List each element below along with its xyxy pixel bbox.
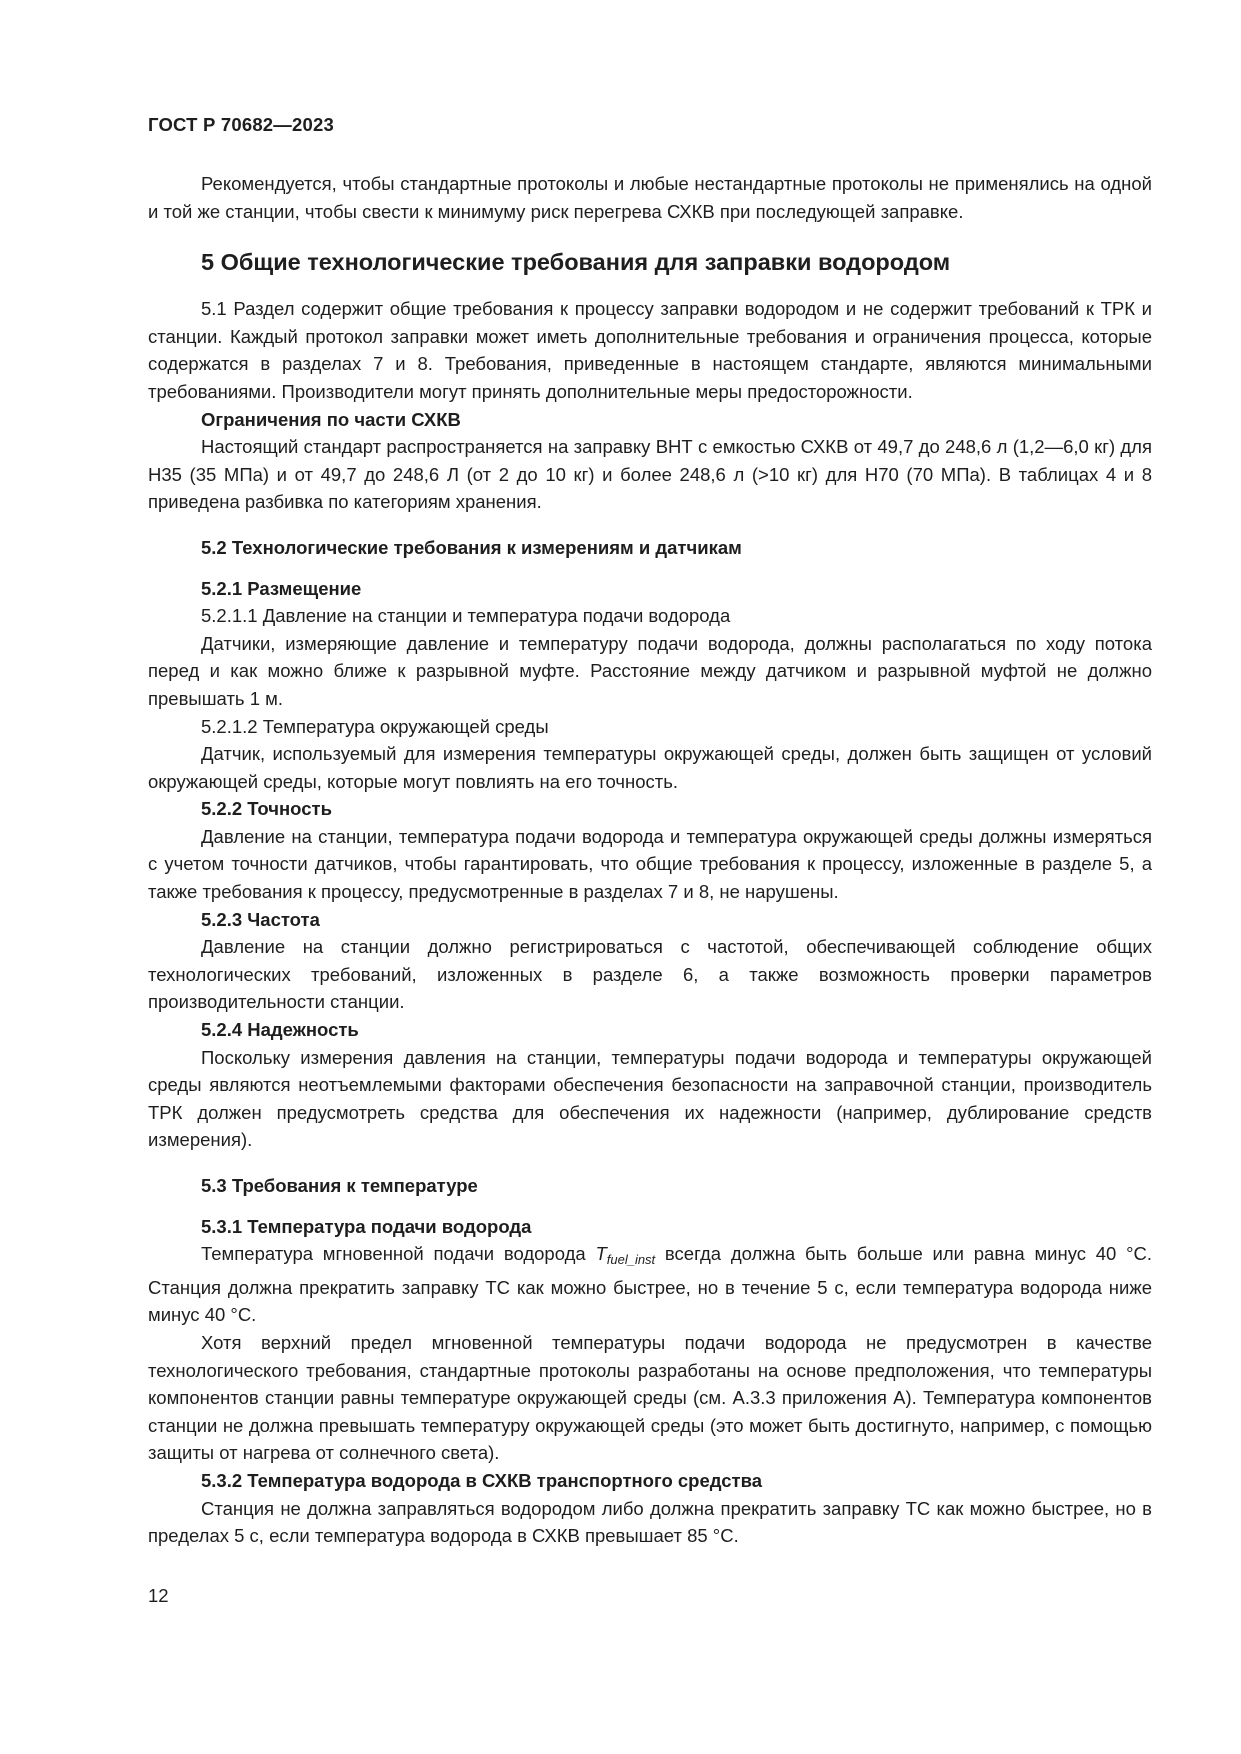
- section-5-1-paragraph: 5.1 Раздел содержит общие требования к процессу заправки водородом и не содержит требований к ТРК и станции. Каждый протокол заправки может иметь дополнительные требования и ограничения процесса, которые содержатся в разделах 7 и 8. Требования, приведенные в настоящем стандарте, являются минимальными требованиями. Производители могут принять дополнительные меры предосторожности.: [148, 298, 1152, 402]
- text-fragment: всегда должна быть больше или равна минус 40 °С. Станция должна прекратить заправку ТС как можно быстрее, но в течение 5 с, если температура водорода ниже минус 40 °С.: [148, 1243, 1153, 1326]
- section-5-2-4-paragraph: Поскольку измерения давления на станции, температуры подачи водорода и температуры окружающей среды являются неотъемлемыми факторами обеспечения безопасности на заправочной станции, производитель ТРК должен предусмотреть средства для обеспечения их надежности (например, дублирование средств измерения).: [148, 1046, 1152, 1151]
- section-5-3-2-paragraph: Станция не должна заправляться водородом либо должна прекратить заправку ТС как можно быстрее, но в пределах 5 с, если температура водорода в СХКВ превышает 85 °С.: [148, 1497, 1152, 1547]
- section-5-2-1-2-paragraph: Датчик, используемый для измерения температуры окружающей среды, должен быть защищен от условий окружающей среды, которые могут повлиять на его точность.: [148, 743, 1152, 792]
- variable-symbol: T: [595, 1243, 607, 1265]
- section-5-2-2-paragraph: Давление на станции, температура подачи водорода и температура окружающей среды должны измеряться с учетом точности датчиков, чтобы гарантировать, что общие требования к процессу, изложенные в разделе 5, а также требования к процессу, предусмотренные в разделах 7 и 8, не нарушены.: [148, 825, 1152, 903]
- document-header: ГОСТ Р 70682—2023: [148, 114, 334, 135]
- limits-heading: Ограничения по части СХКВ: [201, 408, 461, 430]
- section-5-2-1-2-heading: 5.2.1.2 Температура окружающей среды: [201, 715, 549, 737]
- page-number: 12: [148, 1585, 169, 1606]
- section-5-3-1-heading: 5.3.1 Температура подачи водорода: [201, 1215, 532, 1237]
- document-body: [148, 170, 1152, 1550]
- section-5-2-heading: 5.2 Технологические требования к измерениям и датчикам: [201, 536, 742, 558]
- section-5-2-4-heading: 5.2.4 Надежность: [201, 1019, 359, 1041]
- intro-paragraph: Рекомендуется, чтобы стандартные протоколы и любые нестандартные протоколы не применялись на одной и той же станции, чтобы свести к минимуму риск перегрева СХКВ при последующей заправке.: [148, 173, 1152, 222]
- section-5-2-1-1-paragraph: Датчики, измеряющие давление и температуру подачи водорода, должны располагаться по ходу потока перед и как можно ближе к разрывной муфте. Расстояние между датчиком и разрывной муфтой не должно превышать 1 м.: [148, 632, 1152, 709]
- section-5-3-1-paragraph-2: Хотя верхний предел мгновенной температуры подачи водорода не предусмотрен в качестве технологического требования, стандартные протоколы разработаны на основе предположения, что температуры компонентов станции равны температуре окружающей среды (см. А.3.3 приложения А). Температура компонентов станции не должна превышать температуру окружающей среды (это может быть достигнуто, например, с помощью защиты от нагрева от солнечного света).: [148, 1331, 1152, 1464]
- text-fragment: Температура мгновенной подачи водорода: [201, 1243, 596, 1265]
- section-5-heading: 5 Общие технологические требования для заправки водородом: [201, 249, 951, 276]
- section-5-3-1-paragraph: [148, 1240, 1152, 1329]
- section-5-3-heading: 5.3 Требования к температуре: [201, 1175, 478, 1196]
- section-5-2-1-heading: 5.2.1 Размещение: [201, 577, 362, 599]
- section-5-2-3-heading: 5.2.3 Частота: [201, 908, 320, 930]
- section-5-2-2-heading: 5.2.2 Точность: [201, 798, 332, 820]
- section-5-3-2-heading: 5.3.2 Температура водорода в СХКВ транспортного средства: [201, 1469, 763, 1491]
- section-5-2-1-1-heading: 5.2.1.1 Давление на станции и температура подачи водорода: [201, 605, 731, 627]
- variable-subscript: fuel_inst: [606, 1252, 656, 1268]
- limits-paragraph: Настоящий стандарт распространяется на заправку ВНТ с емкостью СХКВ от 49,7 до 248,6 л (1,2—6,0 кг) для Н35 (35 МПа) и от 49,7 до 248,6 Л (от 2 до 10 кг) и более 248,6 л (>10 кг) для Н70 (70 МПа). В таблицах 4 и 8 приведена разбивка по категориям хранения.: [148, 436, 1152, 513]
- section-5-2-3-paragraph: Давление на станции должно регистрироваться с частотой, обеспечивающей соблюдение общих технологических требований, изложенных в разделе 6, а также возможность проверки параметров производительности станции.: [148, 936, 1152, 1013]
